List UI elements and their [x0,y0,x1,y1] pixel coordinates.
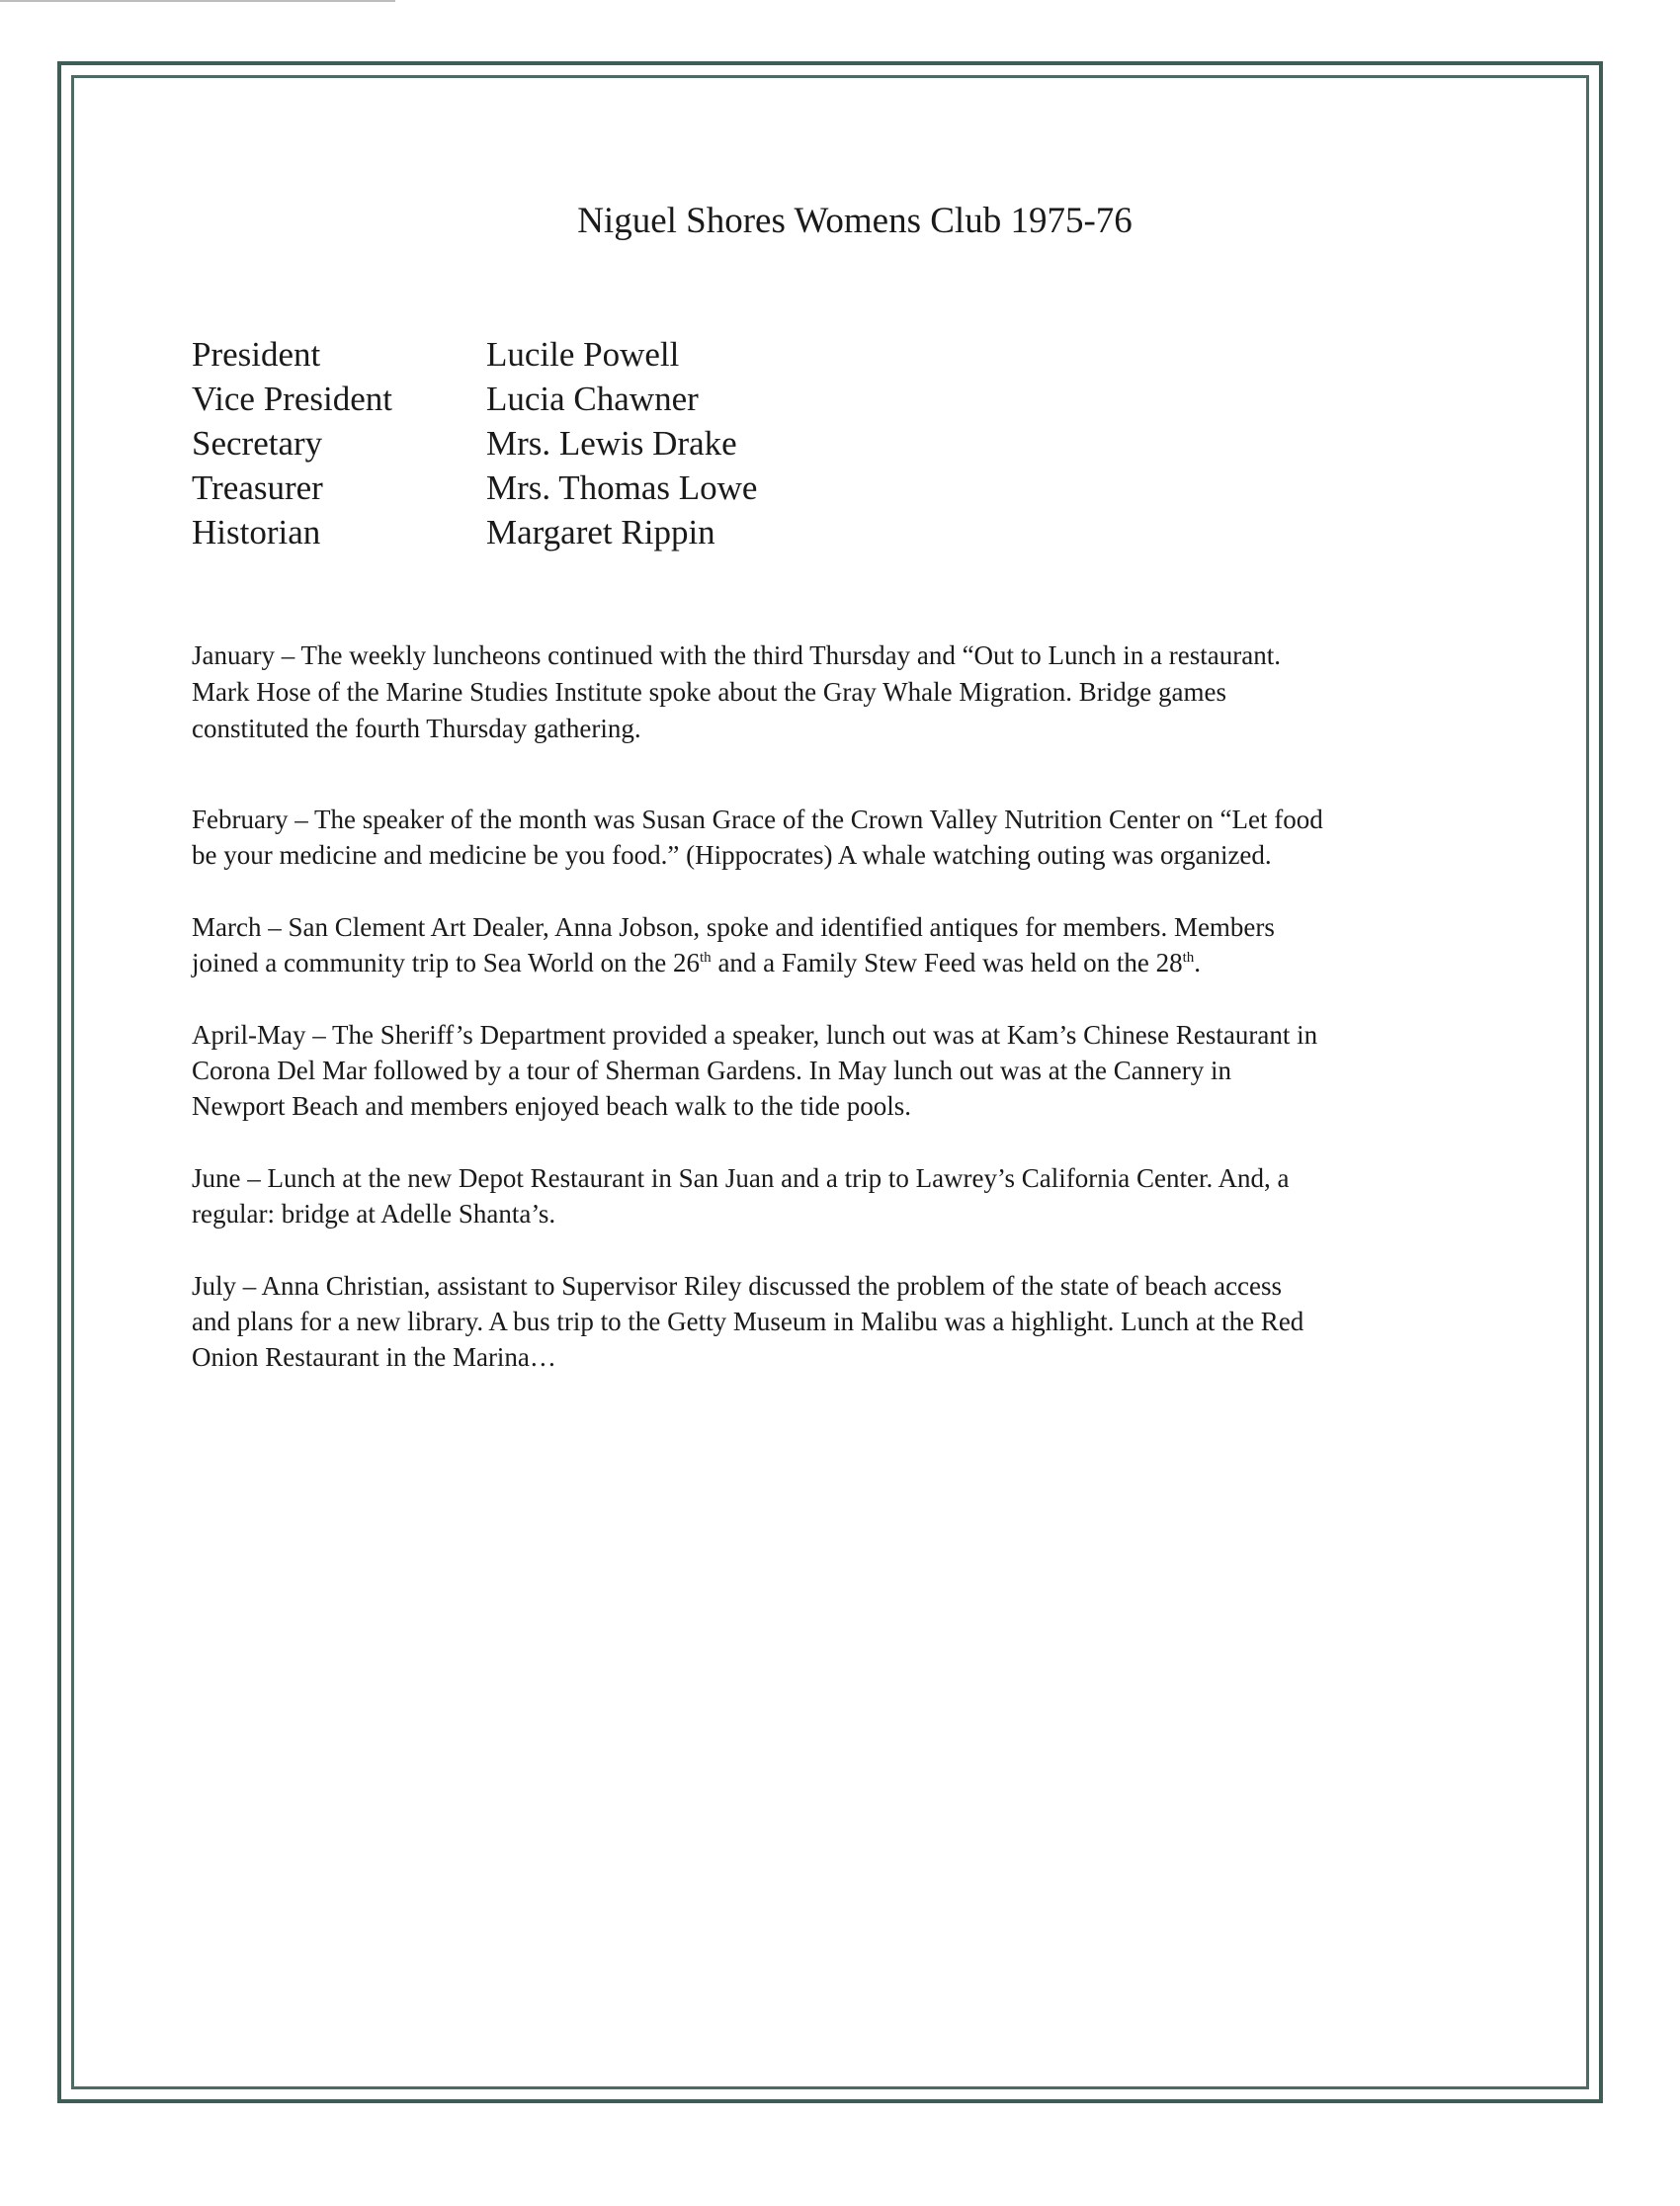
officer-name: Lucia Chawner [486,380,699,418]
officers-list [192,332,757,554]
officer-name: Mrs. Thomas Lowe [486,468,758,507]
entry-line: Newport Beach and members enjoyed beach walk to the tide pools. [192,1091,912,1121]
entry-february [192,802,1506,873]
entry-june [192,1160,1506,1231]
entry-line-part: joined a community trip to Sea World on the 26 [192,948,701,977]
entry-line: June – Lunch at the new Depot Restaurant in San Juan and a trip to Lawrey’s California Center. And, a [192,1163,1290,1193]
entry-line: Corona Del Mar followed by a tour of Sherman Gardens. In May lunch out was at the Cannery in [192,1056,1231,1085]
officer-role: Vice President [192,380,392,418]
officer-row-secretary [192,421,757,466]
officer-row-vice-president [192,377,757,421]
entry-line-part: and a Family Stew Feed was held on the 28 [711,948,1183,977]
officer-name: Mrs. Lewis Drake [486,424,737,463]
officer-row-historian [192,510,757,554]
officer-row-president [192,332,757,377]
entry-line: be your medicine and medicine be you food.” (Hippocrates) A whale watching outing was organized. [192,840,1272,870]
entry-march [192,909,1506,980]
entry-line: constituted the fourth Thursday gathering. [192,714,641,743]
officer-role: Historian [192,513,321,552]
ordinal-suffix: th [700,950,712,966]
entry-line: regular: bridge at Adelle Shanta’s. [192,1199,556,1229]
entry-line: and plans for a new library. A bus trip to the Getty Museum in Malibu was a highlight. Lunch at the Red [192,1307,1304,1336]
officer-role: President [192,335,321,374]
ordinal-suffix: th [1182,950,1195,966]
entry-line: February – The speaker of the month was Susan Grace of the Crown Valley Nutrition Center on “Let food [192,805,1323,834]
entry-line: January – The weekly luncheons continued with the third Thursday and “Out to Lunch in a restaurant. [192,640,1281,670]
document-title: Niguel Shores Womens Club 1975-76 [577,201,1133,241]
entry-july [192,1268,1506,1375]
entry-april-may [192,1017,1506,1124]
entry-january [192,637,1506,747]
monthly-entries [192,637,1506,1411]
officer-role: Treasurer [192,468,323,507]
entry-line: March – San Clement Art Dealer, Anna Jobson, spoke and identified antiques for members. Members [192,912,1275,942]
officer-row-treasurer [192,466,757,510]
scan-edge-line [0,0,395,2]
entry-line: Onion Restaurant in the Marina… [192,1342,556,1372]
officer-name: Lucile Powell [486,335,680,374]
entry-line-part: . [1194,948,1202,977]
officer-role: Secretary [192,424,323,463]
entry-line: July – Anna Christian, assistant to Supervisor Riley discussed the problem of the state of beach access [192,1271,1283,1301]
officer-name: Margaret Rippin [486,513,715,552]
entry-line: April-May – The Sheriff’s Department provided a speaker, lunch out was at Kam’s Chinese Restaurant in [192,1020,1318,1050]
entry-line: Mark Hose of the Marine Studies Institute spoke about the Gray Whale Migration. Bridge games [192,677,1227,707]
